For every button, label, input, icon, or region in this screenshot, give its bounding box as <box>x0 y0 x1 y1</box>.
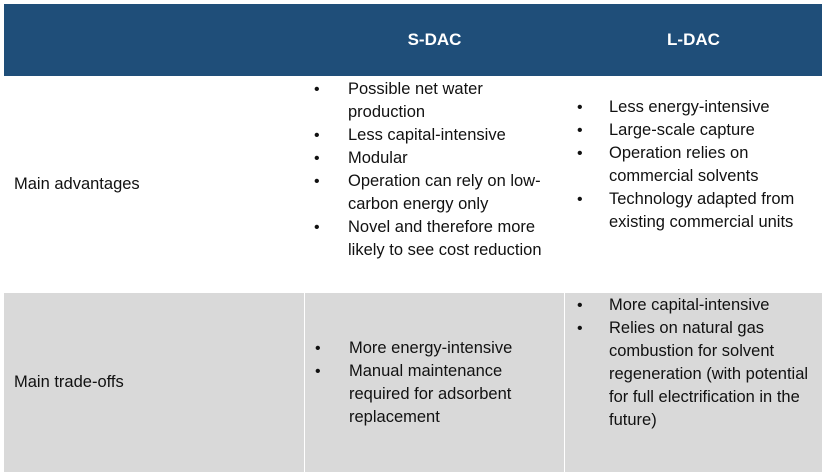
list-item: • Less capital-intensive <box>304 124 559 147</box>
row-label-advantages: Main advantages <box>14 175 140 193</box>
list-item: • Possible net water production <box>304 78 559 124</box>
list-item: • Technology adapted from existing commercial units <box>565 188 816 234</box>
header-l-dac: L-DAC <box>667 30 720 49</box>
cell-trade-offs-l-dac <box>565 293 822 472</box>
comparison-table <box>4 4 822 472</box>
trade-offs-l-dac-list <box>565 294 822 432</box>
cell-advantages-l-dac <box>565 76 822 293</box>
cell-advantages-s-dac <box>304 76 565 293</box>
list-item: • More capital-intensive <box>565 294 816 317</box>
list-item: • Modular <box>304 147 559 170</box>
cell-trade-offs-s-dac <box>304 293 565 472</box>
list-item: • Manual maintenance required for adsorbent replacement <box>305 360 558 429</box>
list-item: • Operation relies on commercial solvents <box>565 142 816 188</box>
list-item: • Large-scale capture <box>565 119 816 142</box>
header-s-dac: S-DAC <box>407 30 462 49</box>
advantages-l-dac-list <box>565 96 822 234</box>
table-row-advantages <box>4 76 822 293</box>
list-item: • Less energy-intensive <box>565 96 816 119</box>
table-header <box>4 4 822 76</box>
list-item: • Relies on natural gas combustion for solvent regeneration (with potential for full electrification in the future) <box>565 317 816 432</box>
table-row-trade-offs <box>4 293 822 472</box>
trade-offs-s-dac-list <box>305 337 564 429</box>
advantages-s-dac-list <box>304 78 565 262</box>
list-item: • Novel and therefore more likely to see cost reduction <box>304 216 559 262</box>
list-item: • Operation can rely on low-carbon energy only <box>304 170 559 216</box>
list-item: • More energy-intensive <box>305 337 558 360</box>
row-label-trade-offs: Main trade-offs <box>14 373 124 391</box>
